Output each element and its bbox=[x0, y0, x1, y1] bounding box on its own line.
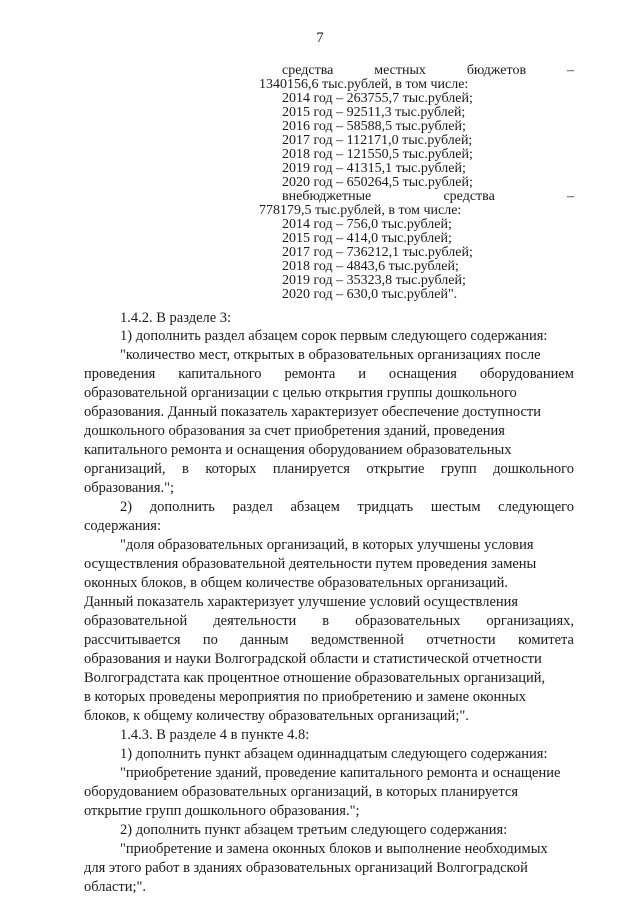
extra-budget-year: 2017 год – 736212,1 тыс.рублей; bbox=[282, 245, 473, 260]
word: ведомственной bbox=[310, 632, 404, 648]
word: 2) bbox=[120, 499, 133, 515]
word: организациях, bbox=[486, 613, 574, 629]
quote-line: "количество мест, открытых в образовательных организациях после bbox=[120, 347, 541, 363]
word: средства bbox=[443, 189, 495, 204]
word: тридцать bbox=[357, 499, 414, 515]
extra-budget-year: 2018 год – 4843,6 тыс.рублей; bbox=[282, 259, 459, 274]
local-budget-heading bbox=[282, 63, 574, 78]
local-budget-year: 2017 год – 112171,0 тыс.рублей; bbox=[282, 133, 473, 148]
word: проведения bbox=[84, 366, 156, 382]
item-paragraph: содержания: bbox=[84, 518, 162, 534]
word: дошкольного bbox=[493, 461, 574, 477]
section-heading: 1.4.2. В разделе 3: bbox=[120, 310, 232, 326]
quote-line bbox=[84, 366, 574, 382]
word: капитального bbox=[178, 366, 262, 382]
word: внебюджетные bbox=[282, 189, 372, 204]
quote-line: образования. Данный показатель характеризует обеспечение доступности bbox=[84, 404, 542, 420]
word: отчетности bbox=[426, 632, 496, 648]
word: в bbox=[322, 613, 330, 629]
quote-line: осуществления образовательной деятельности путем проведения замены bbox=[84, 556, 537, 572]
word: в bbox=[181, 461, 189, 477]
word: открытие bbox=[366, 461, 425, 477]
extra-budget-year: 2015 год – 414,0 тыс.рублей; bbox=[282, 231, 452, 246]
item-paragraph bbox=[120, 499, 574, 515]
word: местных bbox=[374, 63, 426, 78]
word: по bbox=[202, 632, 218, 648]
extra-budget-year: 2014 год – 756,0 тыс.рублей; bbox=[282, 217, 452, 232]
word: дополнить bbox=[149, 499, 215, 515]
word: шестым bbox=[430, 499, 481, 515]
quote-line: оконных блоков, в общем количестве образовательных организаций. bbox=[84, 575, 509, 591]
quote-line: "приобретение и замена оконных блоков и выполнение необходимых bbox=[120, 841, 548, 857]
extra-budget-year: 2020 год – 630,0 тыс.рублей". bbox=[282, 287, 458, 302]
word: – bbox=[567, 189, 574, 204]
quote-line: образовательной организации с целью открытия группы дошкольного bbox=[84, 385, 517, 401]
extra-budget-heading bbox=[282, 189, 574, 204]
quote-line bbox=[84, 461, 574, 477]
word: рассчитывается bbox=[84, 632, 181, 648]
word: образовательной bbox=[84, 613, 188, 629]
quote-line: Данный показатель характеризует улучшение условий осуществления bbox=[84, 594, 519, 610]
word: средства bbox=[282, 63, 334, 78]
word: комитета bbox=[518, 632, 574, 648]
word: следующего bbox=[498, 499, 574, 515]
word: оснащения bbox=[388, 366, 457, 382]
word: данным bbox=[240, 632, 289, 648]
quote-line: оборудованием образовательных организаций, в которых планируется bbox=[84, 784, 518, 800]
quote-line bbox=[84, 613, 574, 629]
word: образовательных bbox=[355, 613, 461, 629]
word: бюджетов bbox=[466, 63, 527, 78]
quote-line: открытие групп дошкольного образования."; bbox=[84, 803, 360, 819]
section-heading: 1.4.3. В разделе 4 в пункте 4.8: bbox=[120, 727, 310, 743]
local-budget-year: 2018 год – 121550,5 тыс.рублей; bbox=[282, 147, 473, 162]
page-number: 7 bbox=[316, 30, 324, 46]
quote-line: в которых проведены мероприятия по приобретению и замене оконных bbox=[84, 689, 527, 705]
quote-line: "приобретение зданий, проведение капитального ремонта и оснащение bbox=[120, 765, 561, 781]
local-budget-year: 2019 год – 41315,1 тыс.рублей; bbox=[282, 161, 466, 176]
word: раздел bbox=[232, 499, 273, 515]
quote-line: для этого работ в зданиях образовательных организаций Волгоградской bbox=[84, 860, 528, 876]
quote-line: образования и науки Волгоградской области и статистической отчетности bbox=[84, 651, 542, 667]
local-budget-total: 1340156,6 тыс.рублей, в том числе: bbox=[259, 77, 469, 92]
quote-line: области;". bbox=[84, 879, 147, 895]
quote-line: капитального ремонта и оснащения оборудованием образовательных bbox=[84, 442, 512, 458]
word: – bbox=[566, 63, 574, 78]
quote-line: блоков, к общему количеству образовательных организаций;". bbox=[84, 708, 469, 724]
word: групп bbox=[440, 461, 477, 477]
word: организаций, bbox=[84, 461, 166, 477]
word: которых bbox=[205, 461, 257, 477]
extra-budget-total: 778179,5 тыс.рублей, в том числе: bbox=[259, 203, 462, 218]
local-budget-year: 2014 год – 263755,7 тыс.рублей; bbox=[282, 91, 473, 106]
word: и bbox=[358, 366, 366, 382]
local-budget-year: 2015 год – 92511,3 тыс.рублей; bbox=[282, 105, 466, 120]
word: абзацем bbox=[290, 499, 340, 515]
local-budget-year: 2020 год – 650264,5 тыс.рублей; bbox=[282, 175, 473, 190]
word: деятельности bbox=[213, 613, 297, 629]
quote-line: Волгоградстата как процентное отношение образовательных организаций, bbox=[84, 670, 546, 686]
word: планируется bbox=[272, 461, 350, 477]
item-paragraph: 1) дополнить раздел абзацем сорок первым следующего содержания: bbox=[120, 328, 548, 344]
word: оборудованием bbox=[479, 366, 574, 382]
local-budget-year: 2016 год – 58588,5 тыс.рублей; bbox=[282, 119, 466, 134]
quote-line: дошкольного образования за счет приобретения зданий, проведения bbox=[84, 423, 505, 439]
extra-budget-year: 2019 год – 35323,8 тыс.рублей; bbox=[282, 273, 466, 288]
quote-line bbox=[84, 632, 574, 648]
item-paragraph: 2) дополнить пункт абзацем третьим следующего содержания: bbox=[120, 822, 508, 838]
word: ремонта bbox=[284, 366, 336, 382]
quote-line: образования."; bbox=[84, 480, 175, 496]
quote-line: "доля образовательных организаций, в которых улучшены условия bbox=[120, 537, 534, 553]
item-paragraph: 1) дополнить пункт абзацем одиннадцатым следующего содержания: bbox=[120, 746, 548, 762]
